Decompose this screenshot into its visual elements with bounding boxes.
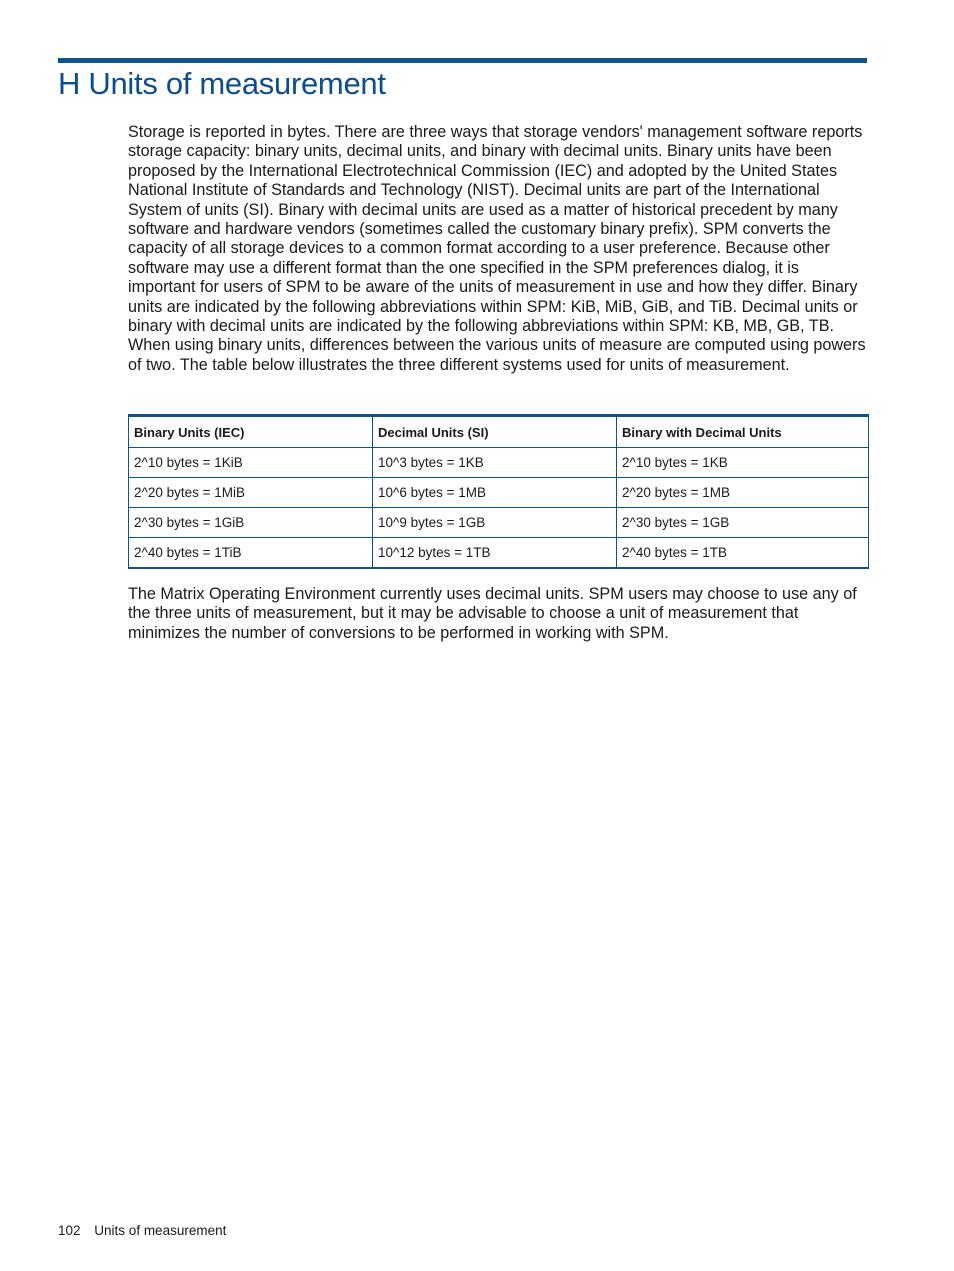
table-cell: 10^6 bytes = 1MB bbox=[373, 478, 617, 508]
chapter-title: H Units of measurement bbox=[58, 66, 386, 101]
table-cell: 10^12 bytes = 1TB bbox=[373, 538, 617, 569]
table-cell: 10^9 bytes = 1GB bbox=[373, 508, 617, 538]
table-cell: 10^3 bytes = 1KB bbox=[373, 448, 617, 478]
table-row bbox=[129, 448, 869, 478]
table-header-cell: Binary with Decimal Units bbox=[617, 416, 869, 448]
table-cell: 2^20 bytes = 1MiB bbox=[129, 478, 373, 508]
table-cell: 2^40 bytes = 1TiB bbox=[129, 538, 373, 569]
page-footer bbox=[58, 1223, 226, 1238]
outro-paragraph: The Matrix Operating Environment currently uses decimal units. SPM users may choose to use any of the three units of measurement, but it may be advisable to choose a unit of measurement that minimizes the number of conversions to be performed in working with SPM. bbox=[128, 585, 857, 642]
table-header-row bbox=[129, 416, 869, 448]
table-row bbox=[129, 478, 869, 508]
table-cell: 2^40 bytes = 1TB bbox=[617, 538, 869, 569]
intro-paragraph: Storage is reported in bytes. There are three ways that storage vendors' management software reports storage capacity: binary units, decimal units, and binary with decimal units. Binary units have been proposed by the International Electrotechnical Commission (IEC) and adopted by the United States National Institute of Standards and Technology (NIST). Decimal units are part of the International System of units (SI). Binary with decimal units are used as a matter of historical precedent by many software and hardware vendors (sometimes called the customary binary prefix). SPM converts the capacity of all storage devices to a common format according to a user preference. Because other software may use a different format than the one specified in the SPM preferences dialog, it is important for users of SPM to be aware of the units of measurement in use and how they differ. Binary units are indicated by the following abbreviations within SPM: KiB, MiB, GiB, and TiB. Decimal units or binary with decimal units are indicated by the following abbreviations within SPM: KB, MB, GB, TB. When using binary units, differences between the various units of measure are computed using powers of two. The table below illustrates the three different systems used for units of measurement. bbox=[128, 123, 866, 374]
table-cell: 2^10 bytes = 1KB bbox=[617, 448, 869, 478]
table-cell: 2^30 bytes = 1GiB bbox=[129, 508, 373, 538]
footer-section-title: Units of measurement bbox=[94, 1223, 227, 1238]
table-cell: 2^30 bytes = 1GB bbox=[617, 508, 869, 538]
table-row bbox=[129, 508, 869, 538]
table-header-cell: Decimal Units (SI) bbox=[373, 416, 617, 448]
units-table bbox=[128, 414, 869, 569]
table-row bbox=[129, 538, 869, 569]
page-number: 102 bbox=[58, 1223, 81, 1238]
chapter-top-rule bbox=[58, 58, 867, 63]
table-cell: 2^20 bytes = 1MB bbox=[617, 478, 869, 508]
table-cell: 2^10 bytes = 1KiB bbox=[129, 448, 373, 478]
table-header-cell: Binary Units (IEC) bbox=[129, 416, 373, 448]
